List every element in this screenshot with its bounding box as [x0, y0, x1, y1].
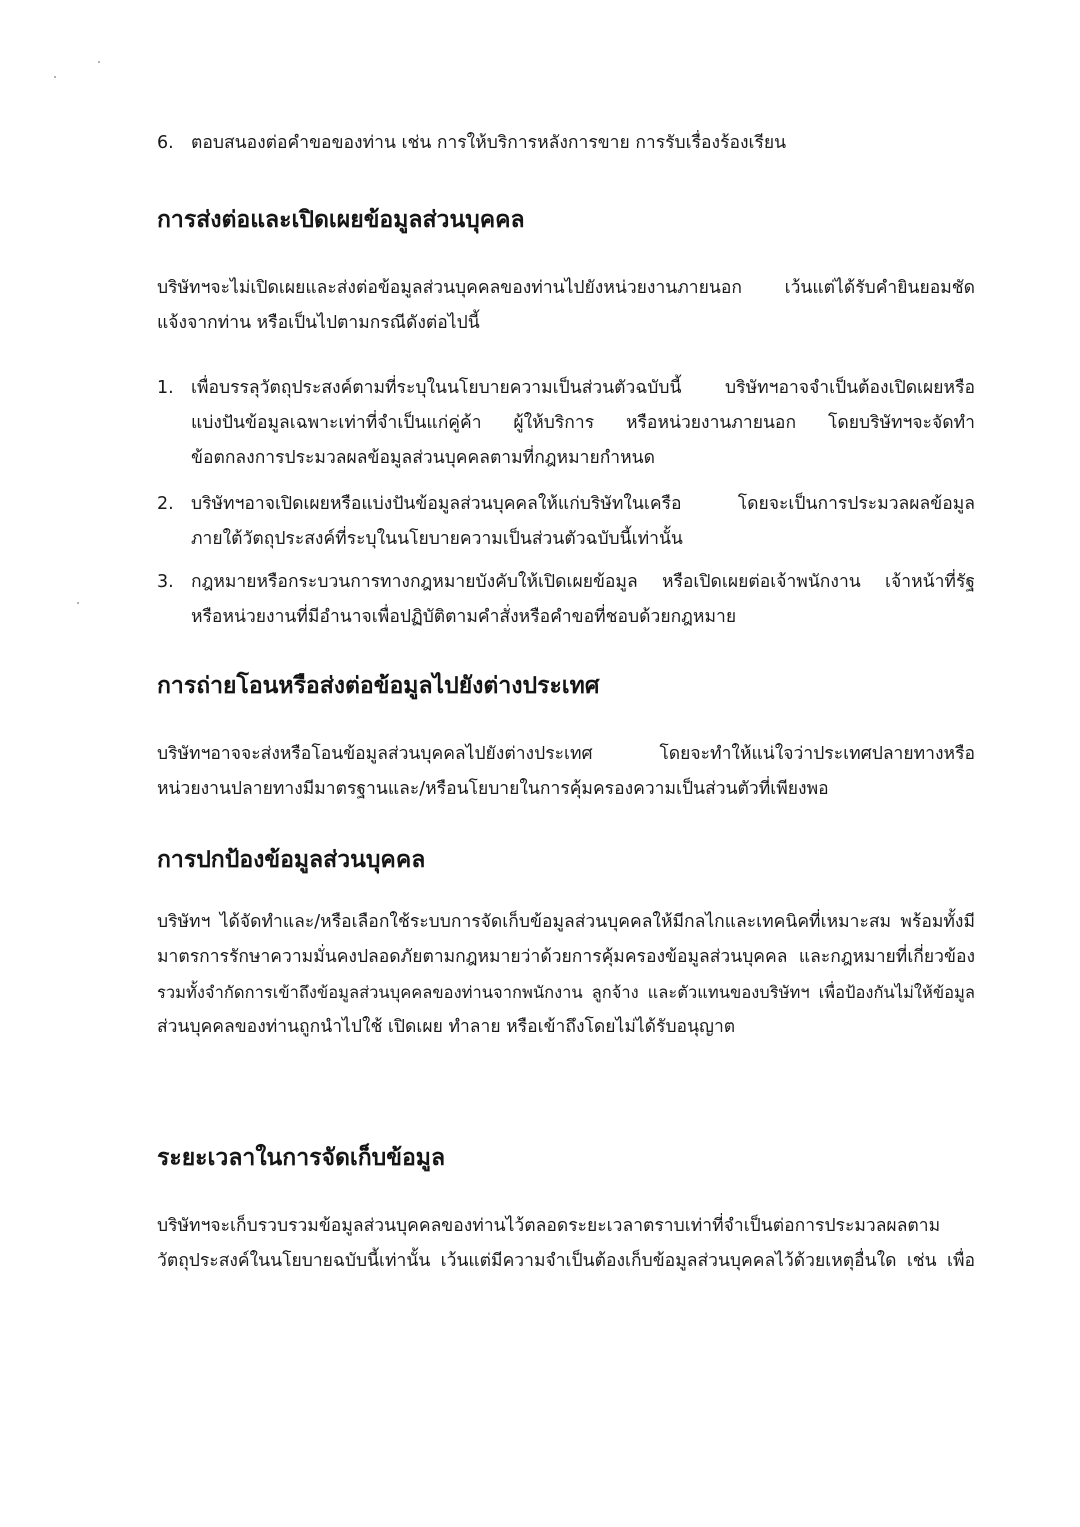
- paragraph-line: บริษัทฯจะเก็บรวบรวมข้อมูลส่วนบุคคลของท่านไว้ตลอดระยะเวลาตราบเท่าที่จำเป็นต่อการประมวลผลตาม: [157, 1216, 941, 1236]
- section-heading-transfer: การถ่ายโอนหรือส่งต่อข้อมูลไปยังต่างประเทศ: [157, 673, 600, 699]
- protection-paragraph: [157, 905, 975, 1045]
- paragraph-line: รวมทั้งจำกัดการเข้าถึงข้อมูลส่วนบุคคลของท่านจากพนักงาน ลูกจ้าง และตัวแทนของบริษัทฯ เพื่อป้องกันไม่ให้ข้อมูล: [157, 983, 975, 1002]
- scan-speck: [77, 602, 79, 604]
- list-item-line: บริษัทฯอาจเปิดเผยหรือแบ่งปันข้อมูลส่วนบุคคลให้แก่บริษัทในเครือ โดยจะเป็นการประมวลผลข้อมูล: [191, 494, 975, 514]
- paragraph-line: แจ้งจากท่าน หรือเป็นไปตามกรณีดังต่อไปนี้: [157, 313, 480, 333]
- scan-speck: [98, 61, 100, 63]
- list-item-line: หรือหน่วยงานที่มีอำนาจเพื่อปฏิบัติตามคำสั่งหรือคำขอที่ชอบด้วยกฎหมาย: [191, 607, 737, 627]
- list-item-6: [157, 126, 975, 161]
- list-item-line: ภายใต้วัตถุประสงค์ที่ระบุในนโยบายความเป็นส่วนตัวฉบับนี้เท่านั้น: [191, 529, 683, 549]
- section-heading-protection: การปกป้องข้อมูลส่วนบุคคล: [157, 847, 426, 873]
- list-item-line: แบ่งปันข้อมูลเฉพาะเท่าที่จำเป็นแก่คู่ค้า ผู้ให้บริการ หรือหน่วยงานภายนอก โดยบริษัทฯจะจัดทำ: [191, 413, 975, 433]
- list-item-number: 2.: [157, 494, 174, 514]
- list-item-1: [157, 371, 975, 476]
- paragraph-line: หน่วยงานปลายทางมีมาตรฐานและ/หรือนโยบายในการคุ้มครองความเป็นส่วนตัวที่เพียงพอ: [157, 779, 829, 799]
- list-item-3: [157, 565, 975, 635]
- list-item-number: 3.: [157, 572, 174, 592]
- paragraph-line: บริษัทฯจะไม่เปิดเผยและส่งต่อข้อมูลส่วนบุคคลของท่านไปยังหน่วยงานภายนอก เว้นแต่ได้รับคำยินยอมชัด: [157, 278, 975, 298]
- disclosure-intro-paragraph: [157, 271, 975, 341]
- list-item-line: ข้อตกลงการประมวลผลข้อมูลส่วนบุคคลตามที่กฎหมายกำหนด: [191, 448, 655, 468]
- paragraph-line: วัตถุประสงค์ในนโยบายฉบับนี้เท่านั้น เว้นแต่มีความจำเป็นต้องเก็บข้อมูลส่วนบุคคลไว้ด้วยเหตุอื่นใด เช่น เพื่อ: [157, 1251, 975, 1271]
- section-heading-disclosure: การส่งต่อและเปิดเผยข้อมูลส่วนบุคคล: [157, 207, 525, 233]
- scan-speck: [54, 76, 56, 78]
- paragraph-line: มาตรการรักษาความมั่นคงปลอดภัยตามกฎหมายว่าด้วยการคุ้มครองข้อมูลส่วนบุคคล และกฎหมายที่เกี่ยวข้อง: [157, 947, 975, 967]
- list-item-number: 1.: [157, 378, 174, 398]
- list-item-number: 6.: [157, 133, 174, 153]
- paragraph-line: บริษัทฯอาจจะส่งหรือโอนข้อมูลส่วนบุคคลไปยังต่างประเทศ โดยจะทำให้แน่ใจว่าประเทศปลายทางหรือ: [157, 744, 975, 764]
- list-item-line: กฎหมายหรือกระบวนการทางกฎหมายบังคับให้เปิดเผยข้อมูล หรือเปิดเผยต่อเจ้าพนักงาน เจ้าหน้าที่รัฐ: [191, 572, 975, 592]
- transfer-paragraph: [157, 737, 975, 807]
- list-item-line: เพื่อบรรลุวัตถุประสงค์ตามที่ระบุในนโยบายความเป็นส่วนตัวฉบับนี้ บริษัทฯอาจจำเป็นต้องเปิดเผยหรือ: [191, 378, 975, 398]
- paragraph-line: ส่วนบุคคลของท่านถูกนำไปใช้ เปิดเผย ทำลาย หรือเข้าถึงโดยไม่ได้รับอนุญาต: [157, 1017, 736, 1037]
- retention-paragraph: [157, 1209, 975, 1279]
- paragraph-line: บริษัทฯ ได้จัดทำและ/หรือเลือกใช้ระบบการจัดเก็บข้อมูลส่วนบุคคลให้มีกลไกและเทคนิคที่เหมาะสม พร้อมทั้งมี: [157, 912, 975, 932]
- list-item-line: ตอบสนองต่อคำขอของท่าน เช่น การให้บริการหลังการขาย การรับเรื่องร้องเรียน: [191, 133, 787, 153]
- list-item-2: [157, 487, 975, 557]
- section-heading-retention: ระยะเวลาในการจัดเก็บข้อมูล: [157, 1145, 446, 1171]
